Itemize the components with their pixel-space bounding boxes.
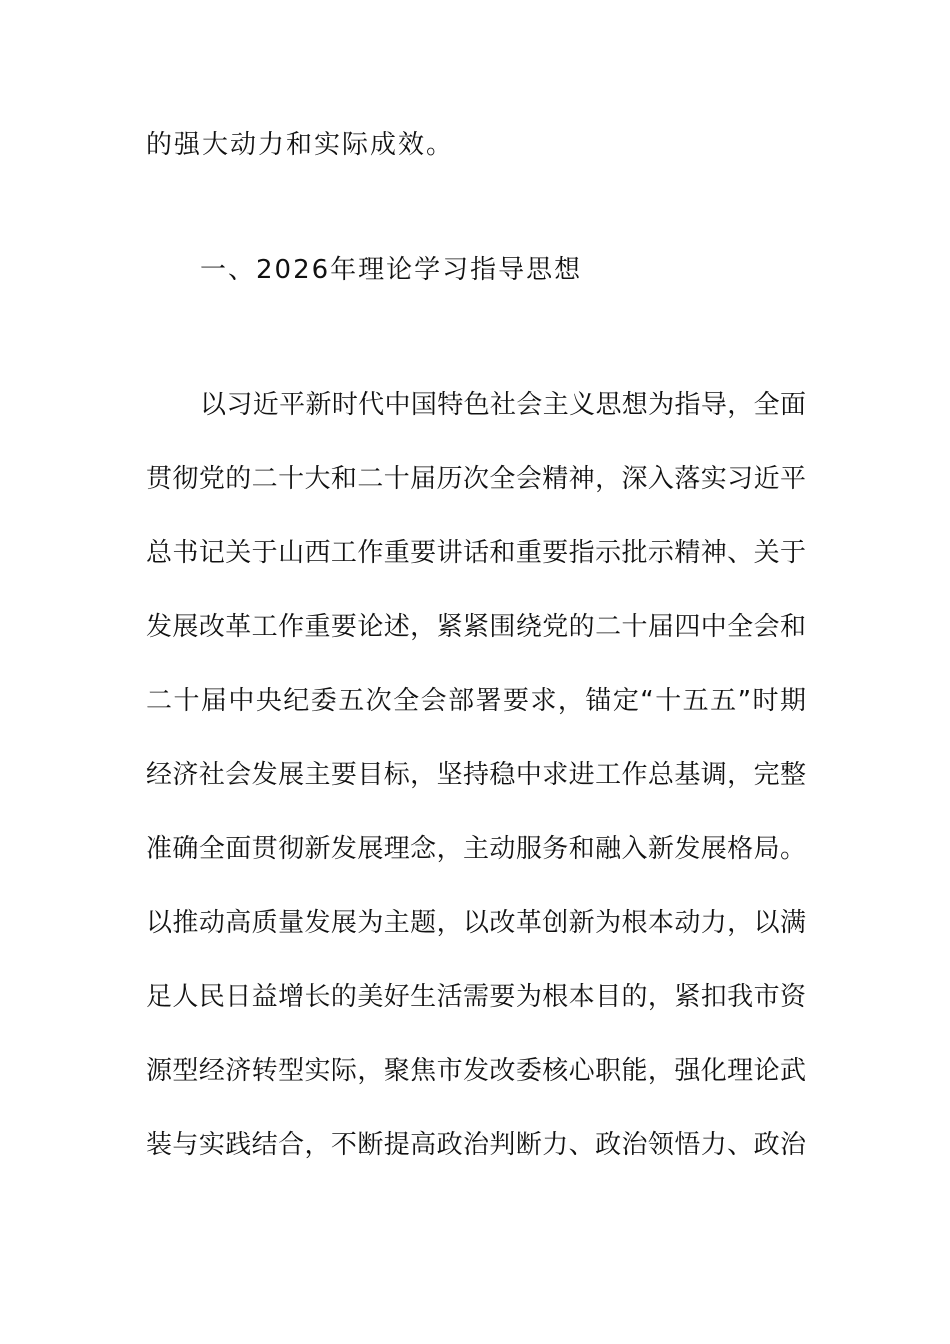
paragraph-line: 发展改革工作重要论述，紧紧围绕党的二十届四中全会和: [146, 612, 806, 642]
paragraph-line: 源型经济转型实际，聚焦市发改委核心职能，强化理论武: [146, 1056, 806, 1086]
paragraph-line: 足人民日益增长的美好生活需要为根本目的，紧扣我市资: [146, 982, 806, 1012]
intro-text-line: 的强大动力和实际成效。: [146, 130, 455, 160]
section-heading: 一、2026年理论学习指导思想: [200, 255, 583, 285]
paragraph-line: 以习近平新时代中国特色社会主义思想为指导，全面: [200, 390, 806, 420]
paragraph-line: 以推动高质量发展为主题，以改革创新为根本动力，以满: [146, 908, 806, 938]
paragraph-line: 总书记关于山西工作重要讲话和重要指示批示精神、关于: [146, 538, 806, 568]
paragraph-line: 经济社会发展主要目标，坚持稳中求进工作总基调，完整: [146, 760, 806, 790]
paragraph-line: 贯彻党的二十大和二十届历次全会精神，深入落实习近平: [146, 464, 806, 494]
paragraph-line: 准确全面贯彻新发展理念，主动服务和融入新发展格局。: [146, 834, 806, 864]
paragraph-line: 装与实践结合，不断提高政治判断力、政治领悟力、政治: [146, 1130, 806, 1160]
paragraph-line: 二十届中央纪委五次全会部署要求，锚定“十五五”时期: [146, 686, 806, 716]
